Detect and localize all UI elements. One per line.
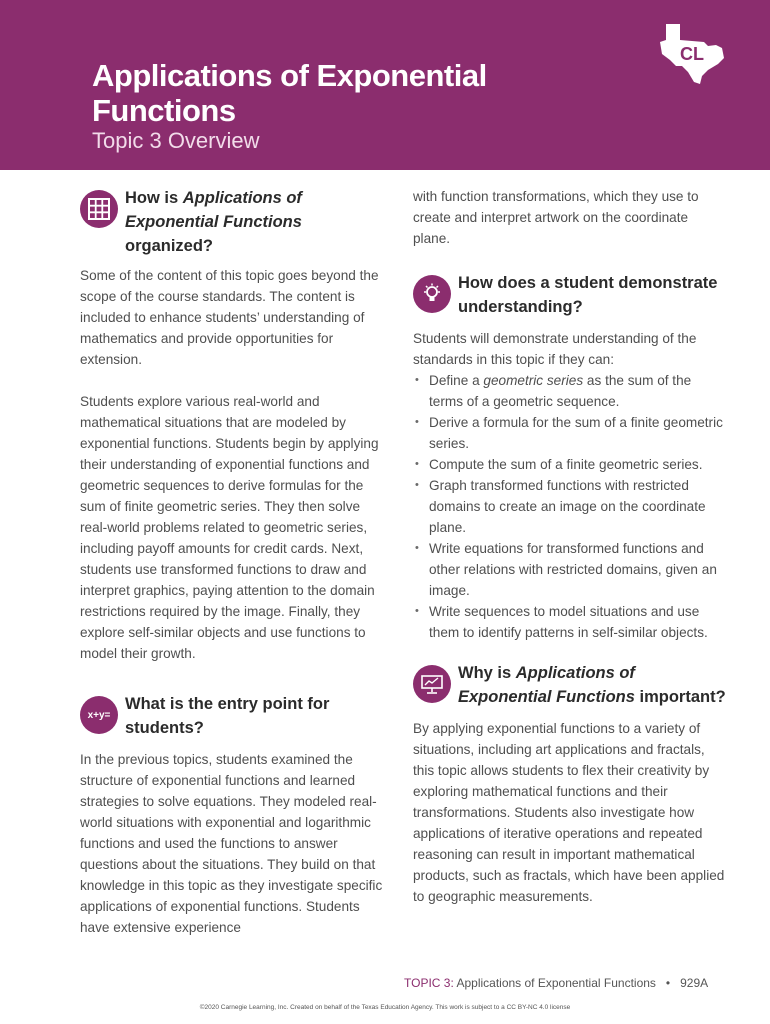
footer-topic-label: TOPIC 3: [404, 976, 457, 990]
demonstrate-title: How does a student demonstrate understanding? [458, 274, 718, 316]
list-item: • Compute the sum of a finite geometric series. [413, 454, 728, 475]
important-heading [413, 661, 728, 709]
list-item: • Write sequences to model situations and use them to identify patterns in self-similar objects. [413, 601, 728, 643]
logo-text: CL [680, 44, 704, 64]
list-item: • Write equations for transformed functions and other relations with restricted domains, given an image. [413, 538, 728, 601]
right-column [413, 186, 728, 907]
demonstrate-heading [413, 271, 728, 319]
page-number: 929A [680, 976, 709, 990]
organized-paragraph-1: Some of the content of this topic goes beyond the scope of the course standards. The content is included to enhance students’ understanding of mathematics and provide opportunities for extension. [80, 268, 379, 367]
entry-title: What is the entry point for students? [125, 695, 330, 737]
presentation-icon [413, 665, 451, 703]
entry-paragraph: In the previous topics, students examined the structure of exponential functions and learned strategies to solve equations. They modeled real-world situations with exponential and logarithmic functions and used the functions to answer questions about the situations. They build on that knowledge in this topic as they investigate specific applications of exponential functions. Students have extensive experience [80, 752, 383, 935]
list-item: • Define a geometric series as the sum of the terms of a geometric sequence. [413, 370, 728, 412]
entry-paragraph-continued: with function transformations, which they use to create and interpret artwork on the coordinate plane. [413, 189, 699, 246]
copyright-notice: ©2020 Carnegie Learning, Inc. Created on behalf of the Texas Education Agency. This work is subject to a CC BY-NC 4.0 license [199, 1004, 571, 1011]
demonstrate-intro: Students will demonstrate understanding of the standards in this topic if they can: [413, 331, 697, 367]
important-title: Why is Applications of Exponential Functions important? [458, 664, 726, 706]
important-paragraph: By applying exponential functions to a variety of situations, including art applications and fractals, this topic allows students to flex their creativity by exploring mathematical functions and their transformations. Students also investigate how applications of iterative operations and repeated reasoning can result in important mathematical products, such as fractals, which have been applied to geographic measurements. [413, 721, 725, 904]
demonstrate-list [413, 370, 728, 643]
page-title: Applications of Exponential Functions [92, 58, 487, 128]
equation-icon: x+y= [80, 696, 118, 734]
list-item: • Derive a formula for the sum of a finite geometric series. [413, 412, 728, 454]
organized-paragraph-2: Students explore various real-world and mathematical situations that are modeled by exponential functions. Students begin by applying their understanding of exponential functions and geometric sequences to derive formulas for the sum of finite geometric series. They then solve real-world problems related to geometric series, including payoff amounts for credit cards. Next, students use transformed functions to draw and interpret graphics, paying attention to the domain restrictions required by the image. Finally, they explore self-similar objects and use functions to model their growth. [80, 394, 379, 661]
page-footer: TOPIC 3: Applications of Exponential Functions • 929A [404, 976, 709, 990]
texas-cl-logo [658, 22, 726, 86]
grid-icon [80, 190, 118, 228]
lightbulb-icon [413, 275, 451, 313]
entry-heading [80, 692, 390, 740]
left-column [80, 186, 390, 938]
header-banner [0, 0, 770, 170]
organized-title: How is Applications of Exponential Functions organized? [125, 189, 302, 255]
organized-heading [80, 186, 390, 258]
page-subtitle: Topic 3 Overview [92, 128, 260, 153]
footer-topic-title: Applications of Exponential Functions [456, 976, 656, 990]
list-item: • Graph transformed functions with restricted domains to create an image on the coordinate plane. [413, 475, 728, 538]
